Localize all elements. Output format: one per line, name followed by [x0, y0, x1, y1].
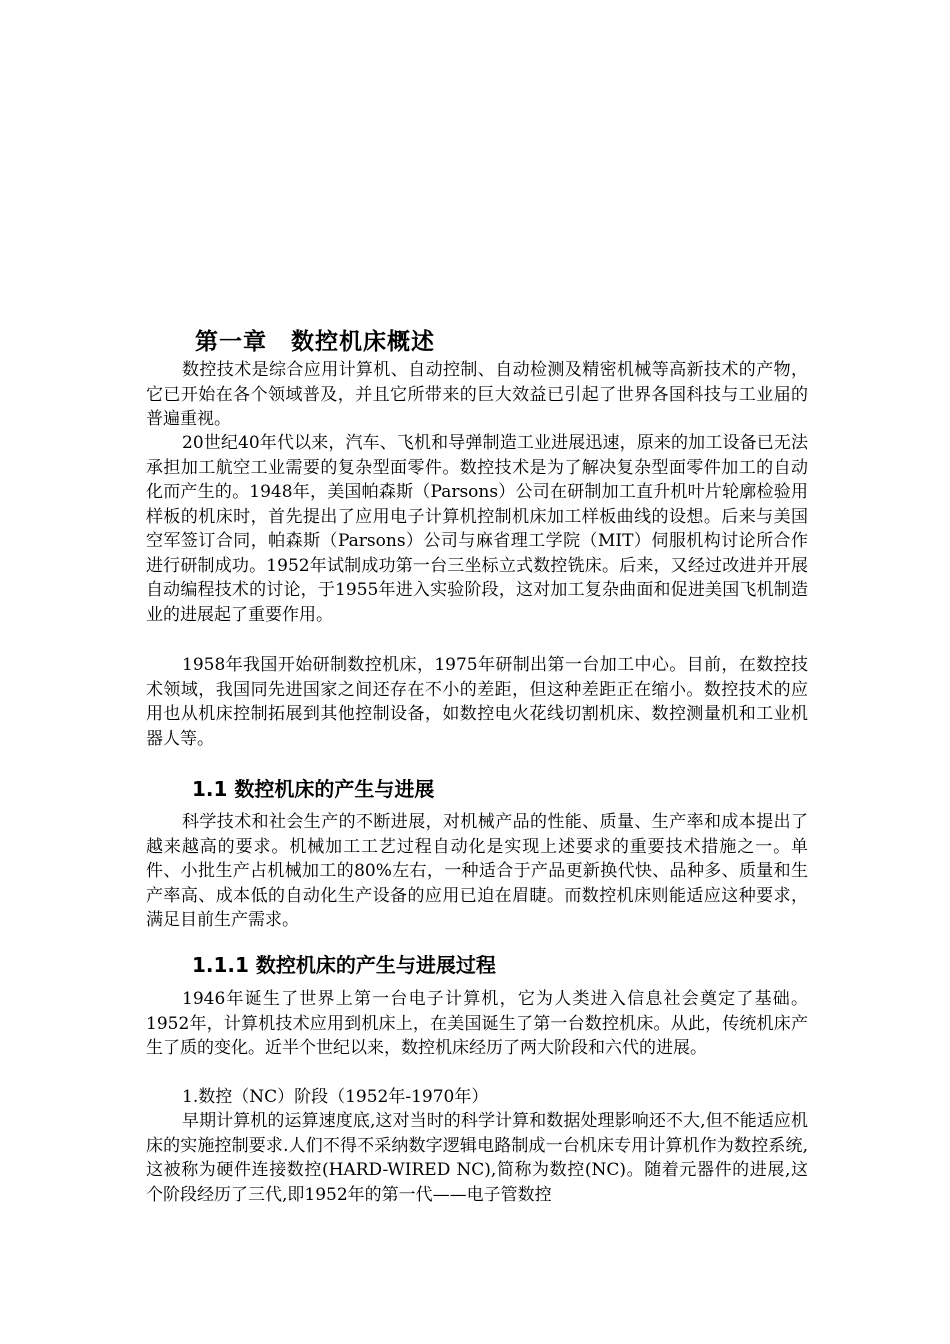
paragraph-1-1-1-3: 早期计算机的运算速度底,这对当时的科学计算和数据处理影响还不大,但不能适应机床的实施控制要求.人们不得不采纳数字逻辑电路制成一台机床专用计算机作为数控系统,这被称为硬件连接数控(HARD-WIRED NC),简称为数控(NC)。随着元器件的进展,这个阶段经历了三代,即1952年的第一代——电子管数控	[146, 1111, 808, 1205]
paragraph-intro-1: 数控技术是综合应用计算机、自动控制、自动检测及精密机械等高新技术的产物，它已开始在各个领域普及，并且它所带来的巨大效益已引起了世界各国科技与工业届的普遍重视。	[146, 360, 808, 429]
chapter-title: 第一章 数控机床概述	[195, 329, 435, 355]
section-heading-1-1: 1.1 数控机床的产生与进展	[192, 777, 435, 801]
paragraph-1-1-1-1: 1946年诞生了世界上第一台电子计算机，它为人类进入信息社会奠定了基础。1952年，计算机技术应用到机床上，在美国诞生了第一台数控机床。从此，传统机床产生了质的变化。近半个世纪以来，数控机床经历了两大阶段和六代的进展。	[146, 989, 808, 1058]
paragraph-1-1-1: 科学技术和社会生产的不断进展，对机械产品的性能、质量、生产率和成本提出了越来越高的要求。机械加工工艺过程自动化是实现上述要求的重要技术措施之一。单件、小批生产占机械加工的80%左右，一种适合于产品更新换代快、品种多、质量和生产率高、成本低的自动化生产设备的应用已迫在眉睫。而数控机床则能适应这种要求，满足目前生产需求。	[146, 812, 808, 930]
paragraph-intro-2: 20世纪40年代以来，汽车、飞机和导弹制造工业进展迅速，原来的加工设备已无法承担加工航空工业需要的复杂型面零件。数控技术是为了解决复杂型面零件加工的自动化而产生的。1948年，美国帕森斯（Parsons）公司在研制加工直升机叶片轮廓检验用样板的机床时，首先提出了应用电子计算机控制机床加工样板曲线的设想。后来与美国空军签订合同，帕森斯（Parsons）公司与麻省理工学院（MIT）伺服机构讨论所合作进行研制成功。1952年试制成功第一台三坐标立式数控铣床。后来，又经过改进并开展自动编程技术的讨论，于1955年进入实验阶段，这对加工复杂曲面和促进美国飞机制造业的进展起了重要作用。	[146, 433, 808, 625]
section-heading-1-1-1: 1.1.1 数控机床的产生与进展过程	[192, 953, 496, 977]
paragraph-intro-3: 1958年我国开始研制数控机床，1975年研制出第一台加工中心。目前，在数控技术领域，我国同先进国家之间还存在不小的差距，但这种差距正在缩小。数控技术的应用也从机床控制拓展到其他控制设备，如数控电火花线切割机床、数控测量机和工业机器人等。	[146, 655, 808, 749]
paragraph-1-1-1-2: 1.数控（NC）阶段（1952年-1970年）	[182, 1087, 489, 1107]
